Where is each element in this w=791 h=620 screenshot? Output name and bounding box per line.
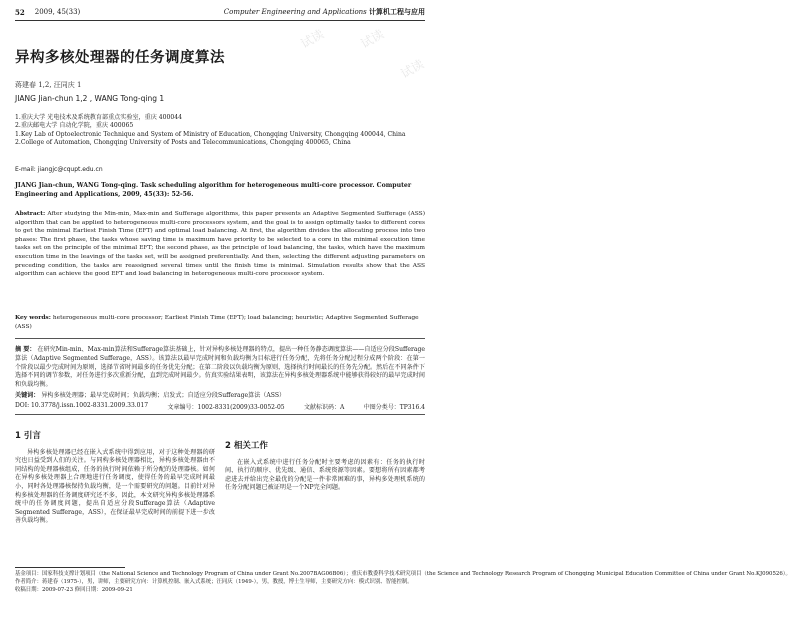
section-paragraph: 在嵌入式系统中进行任务分配时主要考虑的因素有：任务的执行时间、执行的顺序、优先级、通信、系统资源等因素。要想将所有因素都考虑进去并给出完全最优的分配是一件非常困难的事，异构多处理机系统的任务分配问题已被证明是一个NP完全问题。 <box>225 458 425 492</box>
page-number: 52 <box>15 7 25 17</box>
keywords-cn-label: 关键词： <box>15 392 40 399</box>
citation-line: JIANG Jian-chun, WANG Tong-qing. Task scheduling algorithm for heterogeneous multi-core processor. Computer Engineering and Applications, 2009, 45(33): 52-56. <box>15 182 412 198</box>
abstract-label: Abstract: <box>15 210 46 217</box>
keywords-label: Key words: <box>15 314 51 321</box>
journal-name <box>90 7 425 17</box>
section-heading: 2 相关工作 <box>225 441 268 451</box>
affiliation-line: 1.Key Lab of Optoelectronic Technique and System of Ministry of Education, Chongqing University, Chongqing 400044, China <box>15 130 406 138</box>
divider-rule <box>15 414 425 415</box>
abstract-cn-label: 摘 要： <box>15 346 36 353</box>
watermark-stamp: 试读 <box>298 26 327 51</box>
section-heading: 1 引言 <box>15 431 41 441</box>
affiliation-line: 2.College of Automation, Chongqing University of Posts and Telecommunications, Chongqing 400065, China <box>15 139 351 147</box>
affiliation-line: 1.重庆大学 光电技术及系统教育部重点实验室，重庆 400044 <box>15 114 183 121</box>
affiliation-line: 2.重庆邮电大学 自动化学院，重庆 400065 <box>15 122 134 130</box>
journal-name-en: Computer Engineering and Applications <box>223 8 367 16</box>
footnotes <box>15 571 791 594</box>
issue-info: 2009, 45(33) <box>34 8 81 16</box>
authors-english: JIANG Jian-chun 1,2 , WANG Tong-qing 1 <box>15 94 165 103</box>
watermark-stamp: 试读 <box>358 26 387 51</box>
article-id: 文章编号：1002-8331(2009)33-0052-05 <box>167 404 285 411</box>
footnote-dates: 收稿日期：2009-07-23 修回日期：2009-09-21 <box>15 586 133 593</box>
keywords-english <box>15 314 425 331</box>
footnote-funding: 基金项目：国家科技支撑计划项目（the National Science and Technology Program of China under Grant No.2007BAG06B06）；重庆市教委科学技术研究项目（the Science and Technology Research Program of Chongqing Municipal Education Committee of China under Grant No.KJ090526）。 <box>15 571 791 577</box>
header-rule <box>15 20 425 21</box>
abstract-text: After studying the Min-min, Max-min and Sufferage algorithms, this paper presents an Adaptive Segmented Sufferage (ASS) algorithm that can be applied to heterogeneous multi-core processors system, and the goal is to assign optimally tasks to different cores to get the minimal Earliest Finish Time (EFT) and optimal load balancing. At first, the algorithm divides the allocating process into two phases: The first phase, the tasks whose saving time is maximum have priority to be selected to a core in the minimal execution time tasks set on the principle of the minimal EFT; the second phase, as the principle of load balancing, the tasks, which have the maximum execution time in the leavings of the tasks set, will be assigned preferentially. And then, selecting the different adjusting parameters on preceding condition, the tasks are reassigned several times until the finish time is minimal. Simulation results show that the ASS algorithm can achieve the good EFT and load balancing in heterogeneous multi-core processor system. <box>15 211 425 278</box>
body-column-right <box>225 432 425 493</box>
article-metadata <box>15 402 425 411</box>
section-paragraph: 异构多核处理器已经在嵌入式系统中得到应用，对于这种处理器的研究也日益受到人们的关注。与同构多核处理器相比，异构多核处理器由不同结构的处理器核组成，任务的执行时间依赖于所分配的处理器核。如何在异构多核处理器上合理地进行任务调度，使得任务的最早完成时间最小，同时各处理器核保持负载均衡，是一个需要研究的问题。目前针对异构多核处理器的任务调度研究还不多，因此，本文研究异构多核处理器系统中的任务调度问题，提出自适应分段Sufferage算法（Adaptive Segmented Sufferage，ASS），在保证最早完成时间的前提下进一步改善负载均衡。 <box>15 448 215 525</box>
abstract-chinese <box>15 346 425 390</box>
footnote-author-bio: 作者简介：蒋建春（1975-），男，讲师，主要研究方向：计算机控制、嵌入式系统；汪同庆（1949-），男，教授，博士生导师，主要研究方向：模式识别、智能控制。 <box>15 578 413 585</box>
running-header <box>15 5 425 19</box>
author-email: E-mail: jiangjc@cqupt.edu.cn <box>15 166 103 173</box>
divider-rule <box>15 338 425 339</box>
abstract-cn-text: 在研究Min-min、Max-min算法和Sufferage算法基础上，针对异构多核处理器的特点，提出一种任务静态调度算法——自适应分段Sufferage算法（Adaptive Segmented Sufferage，ASS）。该算法以最早完成时间和负载均衡为目标进行任务分配，先将任务分配过程分成两个阶段：在第一个阶段以最少完成时间为原则，选择节省时间最多的任务优先分配；在第二阶段以负载均衡为原则，选择执行时间最长的任务先分配。然后在不同条件下选择不同的调节参数，对任务进行多次重新分配，直到完成时间最少。仿真实验结果表明，该算法在异构多核处理器系统中能够获得较好的最早完成时间和负载均衡。 <box>15 346 426 389</box>
keywords-text: heterogeneous multi-core processor; Earliest Finish Time (EFT); load balancing; heuristic; Adaptive Segmented Sufferage (ASS) <box>15 315 419 330</box>
journal-name-cn: 计算机工程与应用 <box>369 7 425 16</box>
abstract-english <box>15 210 425 279</box>
body-column-left <box>15 432 215 526</box>
watermark-stamp: 试读 <box>398 56 427 81</box>
keywords-cn-text: 异构多核处理器；最早完成时间；负载均衡；启发式；自适应分段Sufferage算法（ASS） <box>41 392 286 399</box>
footnote-rule <box>15 567 125 568</box>
paper-title: 异构多核处理器的任务调度算法 <box>15 50 225 66</box>
affiliations <box>15 114 425 148</box>
keywords-chinese <box>15 390 425 399</box>
authors-chinese: 蒋建春 1,2, 汪同庆 1 <box>15 81 82 89</box>
doi: DOI: 10.3778/j.issn.1002-8331.2009.33.017 <box>15 402 149 409</box>
classification-number: 中图分类号：TP316.4 <box>363 404 425 411</box>
document-code: 文献标识码：A <box>304 404 345 411</box>
